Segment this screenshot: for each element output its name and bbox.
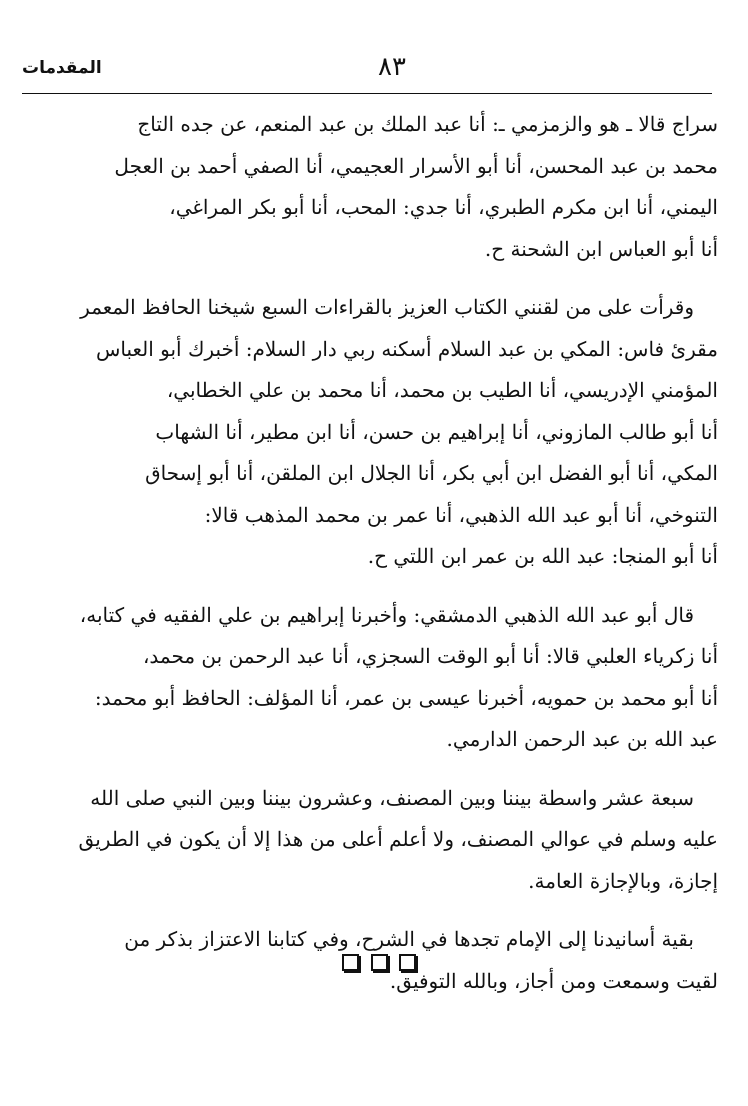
- text-line: المكي، أنا أبو الفضل ابن أبي بكر، أنا الجلال ابن الملقن، أنا أبو إسحاق: [145, 461, 718, 485]
- text-line: عليه وسلم في عوالي المصنف، ولا أعلم أعلى من هذا إلا أن يكون في الطريق: [78, 827, 718, 851]
- text-line: مقرئ فاس: المكي بن عبد السلام أسكنه ربي دار السلام: أخبرك أبو العباس: [95, 336, 718, 361]
- page-body: [42, 104, 718, 1019]
- paragraph: [42, 104, 718, 270]
- text-line: قال أبو عبد الله الذهبي الدمشقي: وأخبرنا إبراهيم بن علي الفقيه في كتابه،: [79, 602, 694, 627]
- paragraph: [42, 778, 718, 903]
- page-header: [22, 52, 712, 92]
- text-line: بقية أسانيدنا إلى الإمام تجدها في الشرح، وفي كتابنا الاعتزاز بذكر من: [124, 927, 694, 951]
- running-title: المقدمات: [22, 58, 102, 78]
- paragraph: [42, 287, 718, 578]
- section-end-ornament: [342, 954, 416, 976]
- text-line: سراج قالا ـ هو والزمزمي ـ: أنا عبد الملك بن عبد المنعم، عن جده التاج: [137, 112, 718, 136]
- text-line: إجازة، وبالإجازة العامة.: [528, 868, 718, 893]
- text-line: اليمني، أنا ابن مكرم الطبري، أنا جدي: المحب، أنا أبو بكر المراغي،: [169, 195, 718, 219]
- text-line: أنا أبو محمد بن حمويه، أخبرنا عيسى بن عمر، أنا المؤلف: الحافظ أبو محمد:: [94, 685, 718, 710]
- text-line: سبعة عشر واسطة بيننا وبين المصنف، وعشرون بيننا وبين النبي صلى الله: [90, 785, 694, 810]
- page-number: ٨٣: [378, 52, 406, 82]
- text-line: وقرأت على من لقنني الكتاب العزيز بالقراءات السبع شيخنا الحافظ المعمر: [80, 295, 694, 319]
- square-box-icon: [399, 954, 416, 971]
- square-box-icon: [342, 954, 359, 971]
- text-line: أنا أبو طالب المازوني، أنا إبراهيم بن حسن، أنا ابن مطير، أنا الشهاب: [155, 419, 718, 444]
- text-line: أنا أبو المنجا: عبد الله بن عمر ابن اللتي ح.: [367, 544, 718, 568]
- header-divider: [22, 93, 712, 94]
- text-line: محمد بن عبد المحسن، أنا أبو الأسرار العجيمي، أنا الصفي أحمد بن العجل: [114, 153, 718, 178]
- square-box-icon: [371, 954, 388, 971]
- text-line: أنا أبو العباس ابن الشحنة ح.: [484, 236, 718, 261]
- text-line: المؤمني الإدريسي، أنا الطيب بن محمد، أنا محمد بن علي الخطابي،: [166, 378, 718, 402]
- text-line: التنوخي، أنا أبو عبد الله الذهبي، أنا عمر بن محمد المذهب قالا:: [204, 502, 718, 527]
- text-line: عبد الله بن عبد الرحمن الدارمي.: [446, 727, 718, 751]
- text-line: لقيت وسمعت ومن أجاز، وبالله التوفيق.: [389, 968, 718, 993]
- text-line: أنا زكرياء العلبي قالا: أنا أبو الوقت السجزي، أنا عبد الرحمن بن محمد،: [142, 644, 718, 668]
- paragraph: [42, 595, 718, 761]
